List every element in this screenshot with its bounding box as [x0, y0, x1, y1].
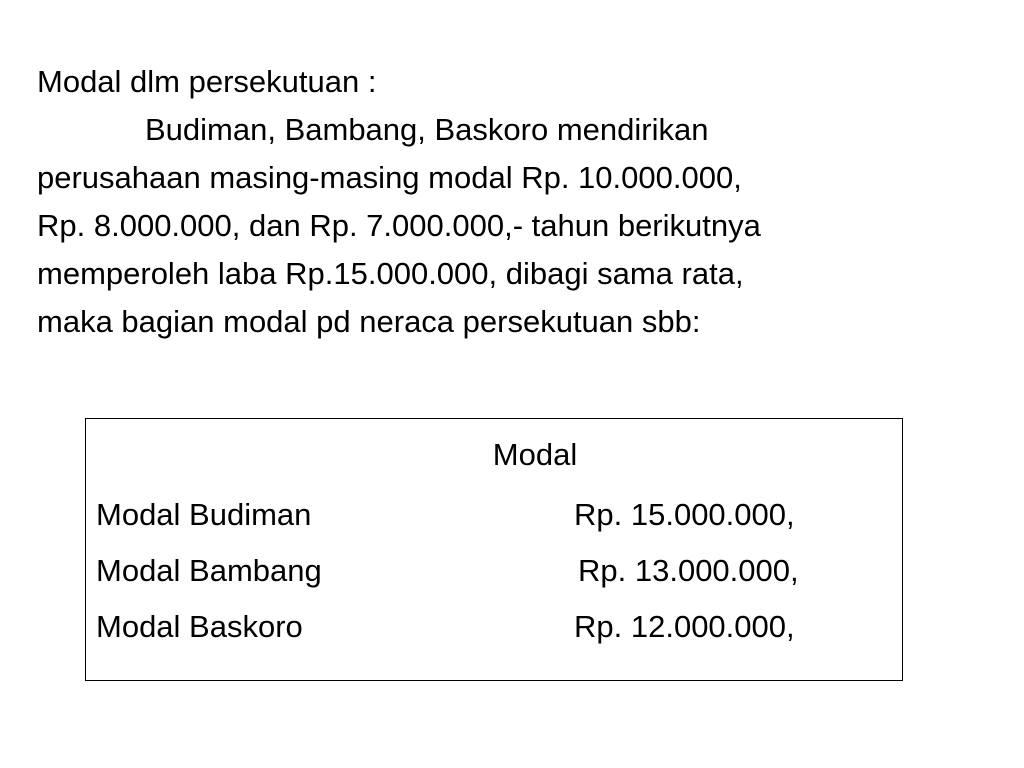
paragraph-line: Budiman, Bambang, Baskoro mendirikan: [145, 112, 709, 147]
paragraph-line: perusahaan masing-masing modal Rp. 10.000.000,: [37, 160, 742, 195]
modal-table-title: Modal: [492, 437, 578, 472]
partner-name: Modal Bambang: [96, 553, 322, 588]
paragraph-line-heading: Modal dlm persekutuan :: [37, 64, 377, 99]
partner-amount: Rp. 15.000.000,: [574, 497, 795, 532]
paragraph-line: Rp. 8.000.000, dan Rp. 7.000.000,- tahun berikutnya: [37, 208, 761, 243]
paragraph-line: maka bagian modal pd neraca persekutuan sbb:: [37, 304, 701, 339]
partner-name: Modal Budiman: [96, 497, 312, 532]
modal-table-box: [85, 418, 903, 681]
partner-amount: Rp. 12.000.000,: [574, 609, 795, 644]
partner-amount: Rp. 13.000.000,: [578, 553, 799, 588]
paragraph-line: memperoleh laba Rp.15.000.000, dibagi sama rata,: [37, 256, 744, 291]
partner-name: Modal Baskoro: [96, 609, 303, 644]
intro-paragraph: [37, 58, 997, 346]
